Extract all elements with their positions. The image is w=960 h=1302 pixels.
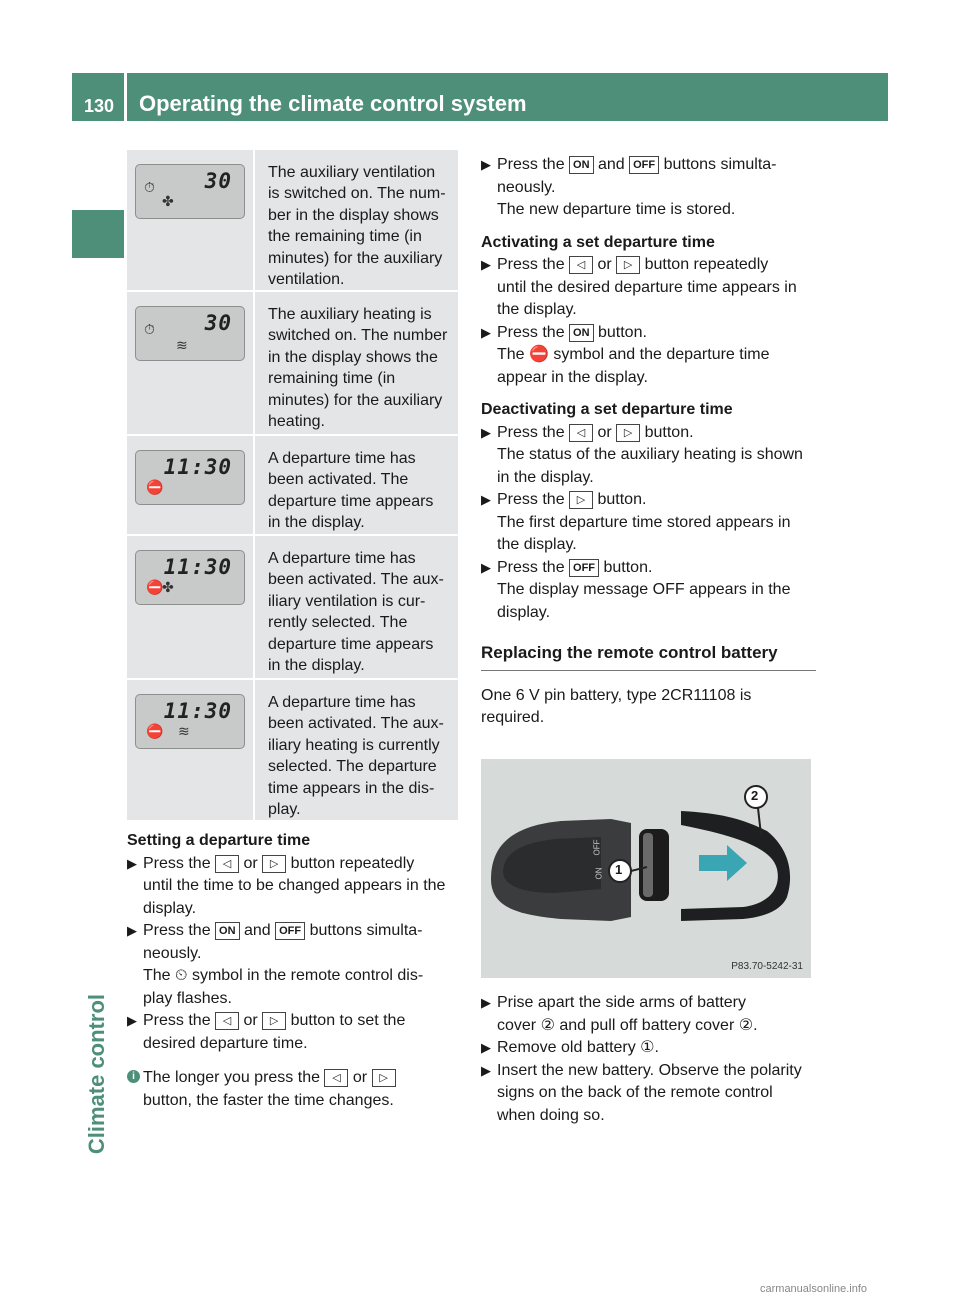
lcd-display [135,550,245,605]
arrow-icon: ▶ [481,492,491,507]
on-label: ON [594,867,604,880]
fan-icon: ✤ [162,579,174,595]
text-line: iliary heating is currently [268,736,440,754]
text-line: A departure time has [268,694,416,711]
display-illustration [127,436,255,534]
instruction-step [481,1037,816,1060]
step-text: button. [593,323,647,341]
table-row [127,150,458,292]
display-illustration [127,150,255,290]
text-line: The auxiliary ventilation [268,164,436,181]
info-icon: i [127,1070,140,1083]
step-text: or [593,423,617,441]
text-line: in the display shows the [268,348,438,366]
display-states-table [127,150,458,822]
step-text: appear in the display. [497,368,648,386]
step-text: Prise apart the side arms of battery [497,994,746,1011]
lcd-display [135,306,245,361]
step-text: The status of the auxiliary heating is shown [497,446,803,463]
arrow-icon: ▶ [481,157,491,172]
seat-icon: ⛔ [146,579,164,595]
left-column [127,830,462,1112]
lcd-digits: 30 [204,169,232,193]
text-line: ber in the display shows [268,206,439,224]
table-row [127,292,458,436]
info-text: The longer you press the [143,1069,325,1086]
step-text: button to set the [286,1012,406,1029]
off-button-key: OFF [629,156,659,174]
step-text: The first departure time stored appears in [497,513,791,531]
step-text: The display message OFF appears in the [497,581,791,598]
text-line: minutes) for the auxiliary [268,391,443,409]
text-line: play. [268,801,301,819]
text-line: departure time appears [268,635,434,653]
text-line: rently selected. The [268,614,408,632]
step-text: neously. [143,944,202,962]
info-text: or [348,1069,372,1086]
callout-2: 2 [751,788,759,803]
clock-icon: ⏱ [144,321,155,337]
fan-icon: ✤ [162,193,174,209]
text-line: in the display. [268,657,365,675]
step-text: play flashes. [143,989,232,1007]
side-tab-marker [72,210,124,258]
instruction-step [127,920,462,1010]
instruction-step [481,992,816,1037]
side-label-box [84,640,114,1155]
step-text: cover ② and pull off battery cover ②. [497,1016,758,1034]
arrow-icon: ▶ [127,1013,137,1028]
section-title: Replacing the remote control battery [481,642,816,671]
text-line: been activated. The [268,471,409,489]
photo-drawing [481,759,811,978]
text-line: heating. [268,413,325,431]
arrow-icon: ▶ [481,1040,491,1055]
arrow-icon: ▶ [481,1062,491,1078]
arrow-icon: ▶ [481,995,491,1010]
left-button-key: ◁ [569,424,593,442]
watermark: carmanualsonline.info [760,1283,868,1295]
left-button-key: ◁ [569,256,593,274]
off-label: OFF [592,839,602,856]
left-button-key: ◁ [215,855,239,873]
step-text: when doing so. [497,1106,605,1124]
arrow-icon: ▶ [481,424,491,440]
step-text: and [239,922,276,939]
step-text: until the time to be changed appears in the [143,877,446,894]
step-text: Press the [143,1012,216,1029]
lcd-digits: 30 [204,311,232,335]
right-column [481,154,816,730]
step-text: desired departure time. [143,1034,308,1052]
heating-icon: ≋ [178,723,190,739]
right-button-key: ▷ [372,1069,396,1087]
row-description [268,692,453,820]
text-line: minutes) for the auxiliary [268,249,443,267]
step-text: Press the [497,323,570,341]
step-text: Press the [497,423,570,441]
step-text: Remove old battery ①. [497,1039,659,1056]
step-text: display. [497,603,551,621]
text-line: iliary ventilation is cur- [268,592,426,610]
side-label: Climate control [84,994,109,1155]
step-text: buttons simulta- [305,922,423,939]
step-text: Press the [143,854,216,872]
left-button-key: ◁ [324,1069,348,1087]
table-row [127,436,458,536]
text-line: selected. The departure [268,758,437,776]
step-text: Press the [143,922,216,939]
lcd-digits: 11:30 [163,455,232,479]
right-button-key: ▷ [616,424,640,442]
text-line: time appears in the dis- [268,779,435,797]
display-illustration [127,680,255,820]
instruction-step [127,853,462,921]
info-text: button, the faster the time changes. [143,1091,394,1109]
intro-paragraph [481,685,816,730]
step-text: Insert the new battery. Observe the polarity [497,1061,802,1079]
arrow-icon: ▶ [481,257,491,272]
step-text: the display. [497,536,577,553]
clock-icon: ⏱ [144,179,155,195]
step-text: Press the [497,156,570,173]
right-button-key: ▷ [262,1012,286,1030]
intro-text: One 6 V pin battery, type 2CR11108 is [481,686,752,704]
off-button-key: OFF [569,559,599,577]
section-heading: Activating a set departure time [481,233,715,251]
arrow-icon: ▶ [481,559,491,575]
step-text: and [593,156,630,173]
arrow-icon: ▶ [127,855,137,871]
text-line: in the display. [268,514,365,532]
display-illustration [127,536,255,678]
battery-replacement-photo [481,759,811,978]
instruction-step [481,1060,816,1128]
instruction-step [481,254,816,322]
step-text: neously. [497,178,556,196]
section-heading: Setting a departure time [127,832,311,849]
instruction-step [481,489,816,557]
step-text: button. [599,558,653,576]
page-title: Operating the climate control system [139,91,527,116]
on-button-key: ON [215,922,240,940]
header-bar [127,73,888,121]
step-text: Press the [497,491,570,508]
lcd-display [135,450,245,505]
table-row [127,536,458,680]
step-text: in the display. [497,468,594,486]
instruction-step [481,557,816,625]
step-text: The ⏲ symbol in the remote control dis- [143,967,424,984]
info-note [127,1067,462,1112]
seat-icon: ⛔ [146,479,164,495]
lcd-digits: 11:30 [163,555,232,579]
row-description [268,162,453,290]
arrow-icon: ▶ [481,324,491,340]
step-text: Press the [497,256,570,273]
step-text: Press the [497,558,570,576]
step-text: until the desired departure time appears in [497,278,797,296]
step-text: or [239,1012,263,1029]
step-text: button repeatedly [286,854,415,872]
section-heading: Deactivating a set departure time [481,401,733,418]
arrow-icon: ▶ [127,923,137,938]
text-line: ventilation. [268,271,345,289]
row-description [268,448,453,534]
step-text: display. [143,899,197,917]
row-description [268,548,453,676]
page-number: 130 [84,96,115,116]
text-line: been activated. The aux- [268,571,444,589]
step-text: buttons simulta- [659,156,777,173]
text-line: A departure time has [268,550,416,567]
seat-icon: ⛔ [146,723,164,739]
instruction-step [127,1010,462,1055]
lcd-digits: 11:30 [163,699,232,723]
step-text: button repeatedly [640,256,769,273]
step-text: or [593,256,617,273]
text-line: been activated. The aux- [268,715,444,733]
heating-icon: ≋ [176,337,188,353]
text-line: A departure time has [268,450,416,467]
text-line: The auxiliary heating is [268,306,432,323]
text-line: remaining time (in [268,370,396,388]
display-illustration [127,292,255,434]
instruction-step [481,322,816,390]
on-button-key: ON [569,156,594,174]
right-button-key: ▷ [262,855,286,873]
right-button-key: ▷ [569,491,593,509]
left-button-key: ◁ [215,1012,239,1030]
step-text: The ⛔ symbol and the departure time [497,346,770,363]
on-button-key: ON [569,324,594,342]
lcd-display [135,164,245,219]
step-text: button. [593,491,647,508]
intro-text: required. [481,709,545,726]
table-row [127,680,458,822]
photo-code: P83.70-5242-31 [731,961,803,972]
lcd-display [135,694,245,749]
step-text: or [239,854,263,872]
step-text: the display. [497,301,577,318]
text-line: switched on. The number [268,327,448,345]
instruction-step [481,422,816,490]
text-line: is switched on. The num- [268,185,446,203]
right-button-key: ▷ [616,256,640,274]
row-description [268,304,453,432]
page-number-box [72,73,124,121]
text-line: the remaining time (in [268,228,422,246]
callout-1: 1 [615,862,623,877]
instruction-step [481,154,816,222]
battery-steps [481,992,816,1127]
text-line: departure time appears [268,492,434,510]
step-text: button. [640,423,694,441]
step-text: signs on the back of the remote control [497,1084,773,1101]
off-button-key: OFF [275,922,305,940]
step-text: The new departure time is stored. [497,201,736,218]
